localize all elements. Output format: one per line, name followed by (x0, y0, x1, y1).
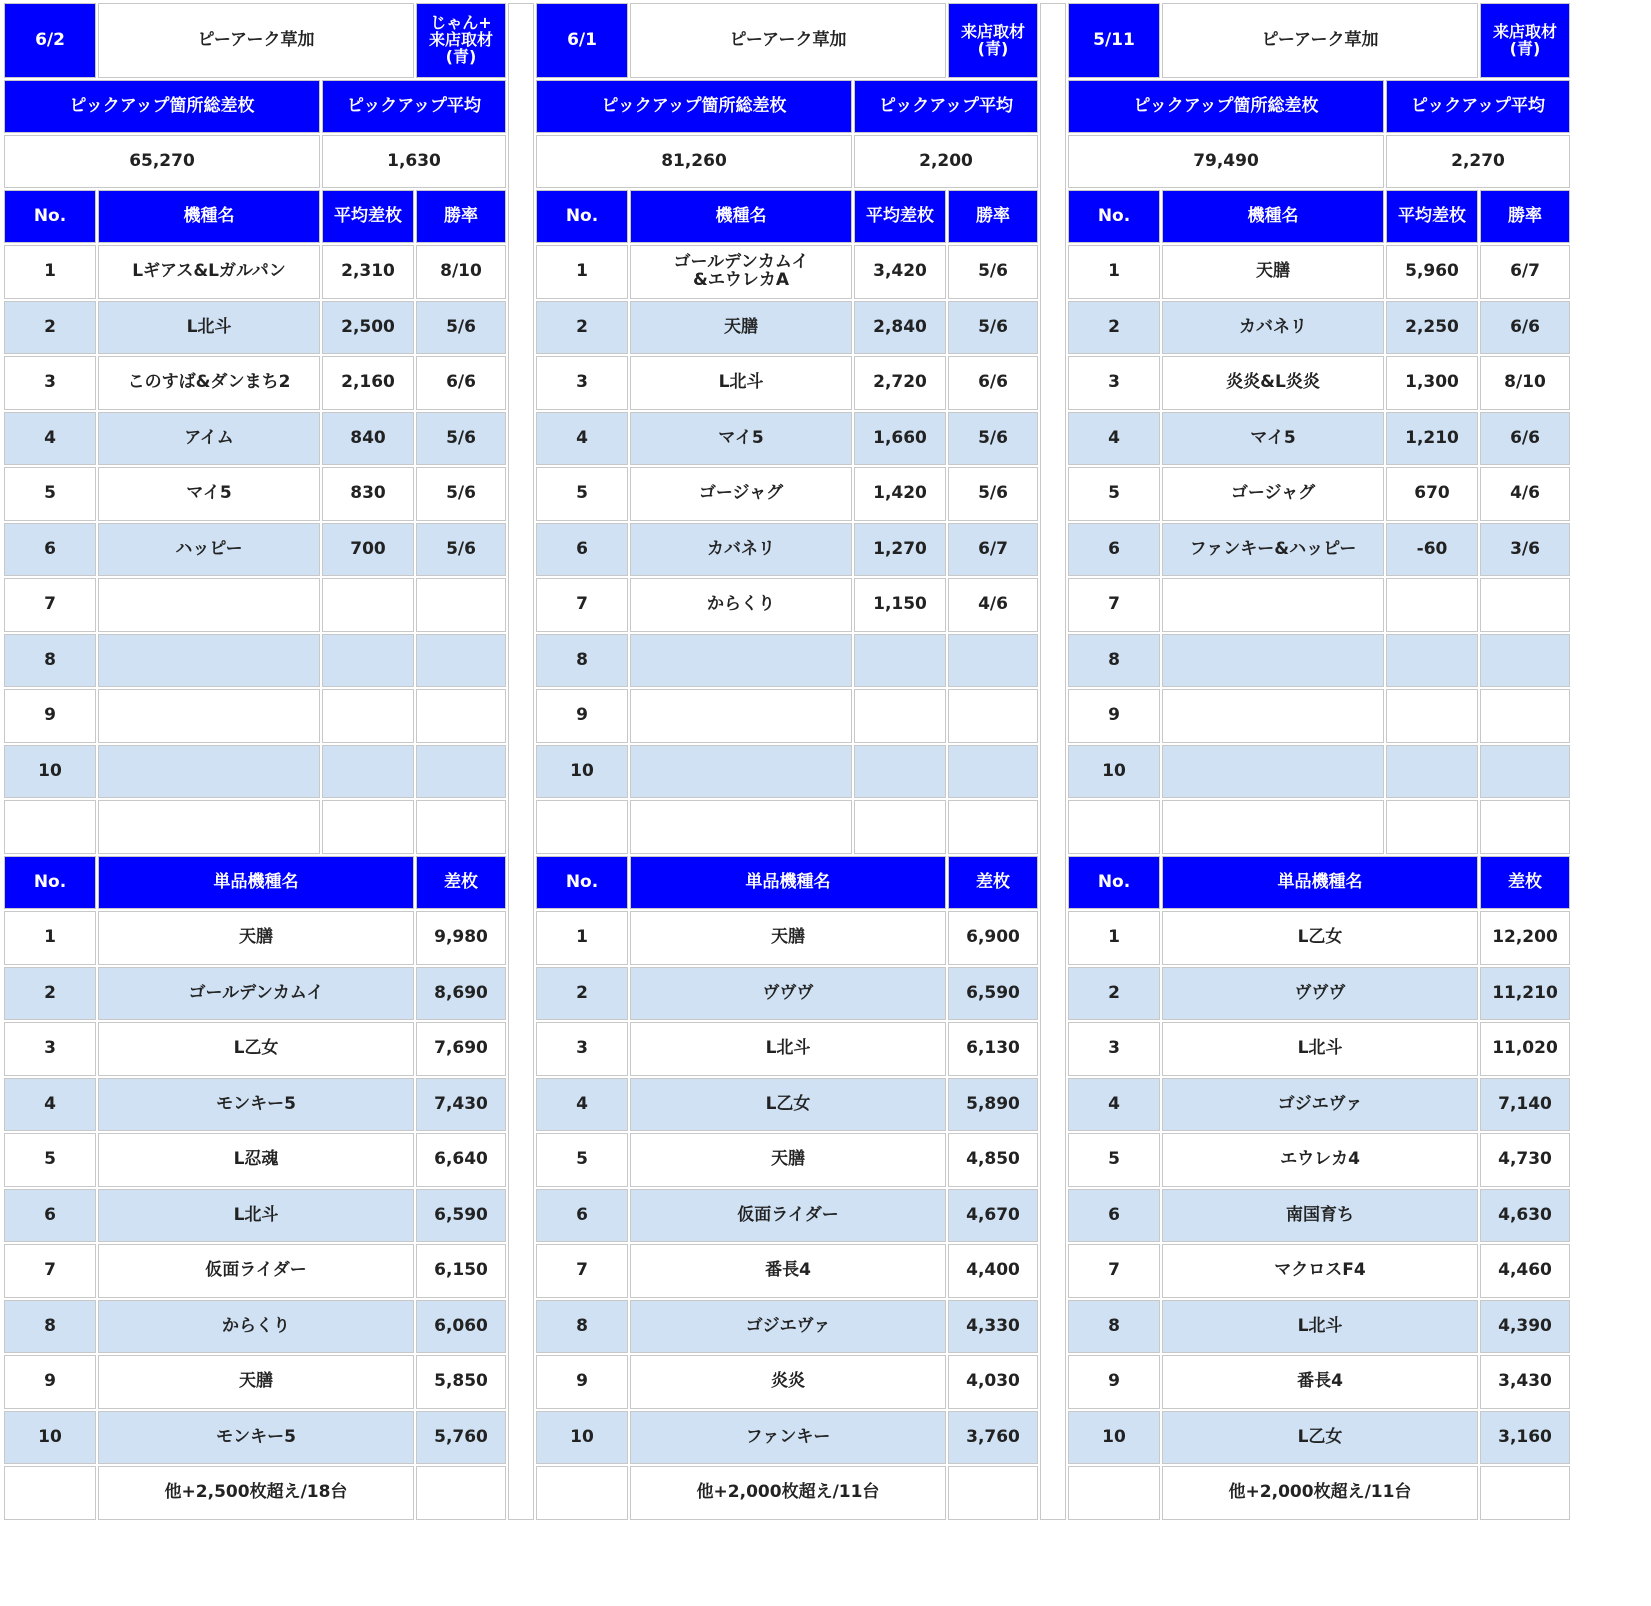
summary-total-label: ピックアップ箇所総差枚 (1068, 80, 1384, 133)
pick-row-machine: このすば&ダンまち2 (98, 356, 320, 410)
single-row-no: 1 (4, 911, 96, 965)
pick-row-no: 8 (1068, 634, 1160, 687)
summary-average-value: 1,630 (322, 135, 506, 188)
single-header: 差枚 (1480, 856, 1570, 909)
pick-row-winrate (1480, 634, 1570, 687)
single-row-machine: 仮面ライダー (98, 1244, 414, 1298)
single-row-machine: 天膳 (630, 911, 946, 965)
pick-header: 機種名 (630, 190, 852, 243)
spacer-cell (1068, 800, 1160, 854)
footer-cell (1068, 1466, 1160, 1520)
pick-row-average (322, 689, 414, 743)
store-name: ピーアーク草加 (630, 3, 946, 78)
pick-row-machine: Lギアス&Lガルパン (98, 245, 320, 299)
pick-row-average (1386, 578, 1478, 632)
pick-row-winrate: 8/10 (416, 245, 506, 299)
single-row-diff: 4,850 (948, 1133, 1038, 1187)
single-row-diff: 6,060 (416, 1300, 506, 1353)
single-row-diff: 7,430 (416, 1078, 506, 1131)
single-row-machine: L北斗 (630, 1022, 946, 1076)
pick-row-no: 10 (4, 745, 96, 798)
pick-row-winrate: 6/6 (948, 356, 1038, 410)
pick-header: No. (536, 190, 628, 243)
pick-row-winrate: 6/6 (1480, 301, 1570, 354)
spacer-cell (1386, 800, 1478, 854)
pick-row-winrate (948, 634, 1038, 687)
pick-row-winrate: 6/6 (416, 356, 506, 410)
pick-row-machine: マイ5 (1162, 412, 1384, 465)
pick-row-machine: ゴージャグ (1162, 467, 1384, 521)
single-row-diff: 4,460 (1480, 1244, 1570, 1298)
pick-row-winrate (416, 745, 506, 798)
spacer-cell (98, 800, 320, 854)
pick-row-machine: ハッピー (98, 523, 320, 576)
single-row-no: 10 (4, 1411, 96, 1464)
single-row-machine: 天膳 (98, 911, 414, 965)
single-row-no: 3 (536, 1022, 628, 1076)
pick-row-winrate (1480, 745, 1570, 798)
pick-row-winrate: 5/6 (416, 301, 506, 354)
pick-row-no: 6 (536, 523, 628, 576)
single-row-diff: 9,980 (416, 911, 506, 965)
single-row-no: 6 (1068, 1189, 1160, 1242)
pick-header: No. (4, 190, 96, 243)
pick-row-average (1386, 745, 1478, 798)
pick-row-winrate (1480, 578, 1570, 632)
pick-row-machine: 炎炎&L炎炎 (1162, 356, 1384, 410)
single-row-diff: 5,850 (416, 1355, 506, 1409)
single-row-no: 10 (536, 1411, 628, 1464)
pick-row-winrate (416, 634, 506, 687)
pick-row-no: 1 (1068, 245, 1160, 299)
pick-row-average: 2,500 (322, 301, 414, 354)
pick-row-winrate (416, 578, 506, 632)
single-row-machine: 天膳 (98, 1355, 414, 1409)
pick-row-average (854, 634, 946, 687)
pick-row-average: 2,720 (854, 356, 946, 410)
pick-row-winrate: 6/6 (1480, 412, 1570, 465)
single-row-diff: 7,690 (416, 1022, 506, 1076)
pick-row-no: 9 (1068, 689, 1160, 743)
single-row-machine: ゴジエヴァ (630, 1300, 946, 1353)
footer-cell (948, 1466, 1038, 1520)
single-row-no: 8 (1068, 1300, 1160, 1353)
pick-row-average: 2,250 (1386, 301, 1478, 354)
spacer-cell (416, 800, 506, 854)
summary-average-value: 2,200 (854, 135, 1038, 188)
single-row-no: 4 (536, 1078, 628, 1131)
pick-row-winrate (1480, 689, 1570, 743)
pick-row-average (322, 578, 414, 632)
single-row-no: 3 (1068, 1022, 1160, 1076)
pick-row-no: 8 (4, 634, 96, 687)
pick-row-winrate: 5/6 (948, 245, 1038, 299)
event-badge: じゃん+ 来店取材 (青) (416, 3, 506, 78)
single-row-diff: 6,640 (416, 1133, 506, 1187)
pick-header: 勝率 (416, 190, 506, 243)
pick-header: 勝率 (948, 190, 1038, 243)
pick-row-machine: L北斗 (98, 301, 320, 354)
footer-cell (4, 1466, 96, 1520)
pick-header: 機種名 (1162, 190, 1384, 243)
single-row-no: 10 (1068, 1411, 1160, 1464)
pick-row-machine: マイ5 (98, 467, 320, 521)
single-row-no: 7 (1068, 1244, 1160, 1298)
single-row-machine: L北斗 (1162, 1022, 1478, 1076)
panel-date: 6/1 (536, 3, 628, 78)
event-badge: 来店取材 (青) (1480, 3, 1570, 78)
single-row-no: 5 (536, 1133, 628, 1187)
pick-row-average: 3,420 (854, 245, 946, 299)
pick-row-no: 1 (4, 245, 96, 299)
pick-row-no: 5 (1068, 467, 1160, 521)
pick-row-no: 8 (536, 634, 628, 687)
pick-row-average: 1,660 (854, 412, 946, 465)
single-row-machine: ゴジエヴァ (1162, 1078, 1478, 1131)
pick-row-no: 10 (536, 745, 628, 798)
pick-row-average (1386, 689, 1478, 743)
single-row-diff: 4,030 (948, 1355, 1038, 1409)
single-row-machine: L乙女 (1162, 1411, 1478, 1464)
single-row-machine: ヴヴヴ (1162, 967, 1478, 1020)
panel-date: 6/2 (4, 3, 96, 78)
store-name: ピーアーク草加 (98, 3, 414, 78)
summary-total-value: 79,490 (1068, 135, 1384, 188)
pick-header: 勝率 (1480, 190, 1570, 243)
panel-date: 5/11 (1068, 3, 1160, 78)
pick-row-average: 830 (322, 467, 414, 521)
pick-row-winrate: 6/7 (1480, 245, 1570, 299)
summary-average-label: ピックアップ平均 (1386, 80, 1570, 133)
pick-row-average: 1,210 (1386, 412, 1478, 465)
pick-row-machine: カバネリ (1162, 301, 1384, 354)
pick-row-machine: からくり (630, 578, 852, 632)
single-row-diff: 4,670 (948, 1189, 1038, 1242)
pick-row-winrate (416, 689, 506, 743)
single-row-no: 9 (1068, 1355, 1160, 1409)
pick-row-average: 1,270 (854, 523, 946, 576)
single-row-diff: 6,590 (416, 1189, 506, 1242)
footer-cell (1480, 1466, 1570, 1520)
pick-row-no: 9 (536, 689, 628, 743)
pick-row-machine (630, 689, 852, 743)
pick-row-no: 2 (4, 301, 96, 354)
single-row-no: 6 (4, 1189, 96, 1242)
pick-row-no: 7 (536, 578, 628, 632)
pick-row-machine (1162, 745, 1384, 798)
pick-row-no: 4 (536, 412, 628, 465)
single-header: 単品機種名 (630, 856, 946, 909)
pick-row-no: 1 (536, 245, 628, 299)
pick-row-average: 1,420 (854, 467, 946, 521)
pick-header: 平均差枚 (854, 190, 946, 243)
pick-row-no: 2 (1068, 301, 1160, 354)
pick-row-machine (98, 745, 320, 798)
single-row-diff: 6,130 (948, 1022, 1038, 1076)
single-row-no: 3 (4, 1022, 96, 1076)
single-row-diff: 5,890 (948, 1078, 1038, 1131)
pick-row-winrate (948, 689, 1038, 743)
single-row-machine: 仮面ライダー (630, 1189, 946, 1242)
single-row-no: 8 (536, 1300, 628, 1353)
summary-total-label: ピックアップ箇所総差枚 (536, 80, 852, 133)
single-row-diff: 4,330 (948, 1300, 1038, 1353)
pick-row-no: 3 (1068, 356, 1160, 410)
pick-row-no: 2 (536, 301, 628, 354)
single-row-no: 7 (536, 1244, 628, 1298)
single-row-no: 4 (4, 1078, 96, 1131)
footer-note: 他+2,000枚超え/11台 (1162, 1466, 1478, 1520)
pick-row-average: 5,960 (1386, 245, 1478, 299)
single-row-no: 5 (1068, 1133, 1160, 1187)
single-row-machine: 南国育ち (1162, 1189, 1478, 1242)
pick-row-winrate: 3/6 (1480, 523, 1570, 576)
pick-row-winrate: 8/10 (1480, 356, 1570, 410)
single-row-machine: L乙女 (98, 1022, 414, 1076)
single-row-machine: 天膳 (630, 1133, 946, 1187)
summary-average-label: ピックアップ平均 (322, 80, 506, 133)
summary-average-value: 2,270 (1386, 135, 1570, 188)
spacer-cell (854, 800, 946, 854)
single-row-no: 6 (536, 1189, 628, 1242)
pick-row-winrate: 4/6 (1480, 467, 1570, 521)
pick-row-average: 2,160 (322, 356, 414, 410)
pick-row-machine (98, 634, 320, 687)
single-row-machine: エウレカ4 (1162, 1133, 1478, 1187)
pick-row-machine: L北斗 (630, 356, 852, 410)
single-row-diff: 8,690 (416, 967, 506, 1020)
single-row-no: 2 (536, 967, 628, 1020)
pick-row-no: 5 (4, 467, 96, 521)
single-row-diff: 3,160 (1480, 1411, 1570, 1464)
pick-row-average (854, 689, 946, 743)
single-row-diff: 4,400 (948, 1244, 1038, 1298)
single-row-diff: 4,390 (1480, 1300, 1570, 1353)
single-header: No. (1068, 856, 1160, 909)
pick-row-no: 6 (4, 523, 96, 576)
store-name: ピーアーク草加 (1162, 3, 1478, 78)
pick-row-average: 670 (1386, 467, 1478, 521)
spacer-cell (536, 800, 628, 854)
pick-header: No. (1068, 190, 1160, 243)
panel-separator (1040, 3, 1066, 1520)
summary-total-label: ピックアップ箇所総差枚 (4, 80, 320, 133)
single-row-no: 9 (536, 1355, 628, 1409)
single-row-machine: からくり (98, 1300, 414, 1353)
single-header: 単品機種名 (98, 856, 414, 909)
pick-row-machine: アイム (98, 412, 320, 465)
single-row-diff: 6,150 (416, 1244, 506, 1298)
spacer-cell (322, 800, 414, 854)
single-row-diff: 12,200 (1480, 911, 1570, 965)
pick-row-winrate: 5/6 (416, 467, 506, 521)
pick-row-winrate: 5/6 (948, 301, 1038, 354)
single-header: 差枚 (948, 856, 1038, 909)
pick-row-no: 4 (4, 412, 96, 465)
single-row-machine: ファンキー (630, 1411, 946, 1464)
single-row-no: 8 (4, 1300, 96, 1353)
single-row-no: 1 (1068, 911, 1160, 965)
pick-row-machine (1162, 578, 1384, 632)
pick-row-no: 3 (536, 356, 628, 410)
footer-cell (536, 1466, 628, 1520)
pick-header: 平均差枚 (1386, 190, 1478, 243)
pick-row-machine (630, 634, 852, 687)
pick-row-average: 1,300 (1386, 356, 1478, 410)
pick-row-no: 6 (1068, 523, 1160, 576)
pick-row-average: 2,310 (322, 245, 414, 299)
single-row-machine: L忍魂 (98, 1133, 414, 1187)
pick-row-machine (630, 745, 852, 798)
pick-row-winrate: 4/6 (948, 578, 1038, 632)
pick-row-average: -60 (1386, 523, 1478, 576)
pick-row-no: 4 (1068, 412, 1160, 465)
pick-row-machine (1162, 634, 1384, 687)
pick-row-no: 7 (1068, 578, 1160, 632)
event-badge: 来店取材 (青) (948, 3, 1038, 78)
single-row-machine: マクロスF4 (1162, 1244, 1478, 1298)
pick-row-machine: カバネリ (630, 523, 852, 576)
single-row-machine: 番長4 (1162, 1355, 1478, 1409)
pick-row-machine: 天膳 (630, 301, 852, 354)
single-header: No. (536, 856, 628, 909)
single-header: 単品機種名 (1162, 856, 1478, 909)
pick-row-machine: ファンキー&ハッピー (1162, 523, 1384, 576)
single-row-machine: L北斗 (98, 1189, 414, 1242)
pick-row-average (854, 745, 946, 798)
pick-row-winrate: 6/7 (948, 523, 1038, 576)
single-row-machine: ヴヴヴ (630, 967, 946, 1020)
pick-row-machine: 天膳 (1162, 245, 1384, 299)
pick-row-average (322, 745, 414, 798)
spacer-cell (1480, 800, 1570, 854)
pick-row-average: 700 (322, 523, 414, 576)
pick-row-no: 9 (4, 689, 96, 743)
pick-row-no: 7 (4, 578, 96, 632)
single-row-diff: 7,140 (1480, 1078, 1570, 1131)
footer-note: 他+2,000枚超え/11台 (630, 1466, 946, 1520)
pick-row-winrate: 5/6 (948, 467, 1038, 521)
single-row-no: 2 (4, 967, 96, 1020)
spacer-cell (4, 800, 96, 854)
single-row-diff: 3,760 (948, 1411, 1038, 1464)
single-header: No. (4, 856, 96, 909)
pick-row-machine (1162, 689, 1384, 743)
pick-row-average: 1,150 (854, 578, 946, 632)
pick-row-machine (98, 578, 320, 632)
summary-average-label: ピックアップ平均 (854, 80, 1038, 133)
footer-cell (416, 1466, 506, 1520)
single-row-diff: 6,900 (948, 911, 1038, 965)
pick-row-winrate (948, 745, 1038, 798)
summary-total-value: 65,270 (4, 135, 320, 188)
single-row-no: 7 (4, 1244, 96, 1298)
single-row-diff: 11,210 (1480, 967, 1570, 1020)
single-row-machine: L北斗 (1162, 1300, 1478, 1353)
pick-row-no: 10 (1068, 745, 1160, 798)
pick-header: 機種名 (98, 190, 320, 243)
pick-row-average (1386, 634, 1478, 687)
single-row-diff: 11,020 (1480, 1022, 1570, 1076)
spacer-cell (630, 800, 852, 854)
single-row-no: 9 (4, 1355, 96, 1409)
pick-row-no: 5 (536, 467, 628, 521)
single-row-no: 4 (1068, 1078, 1160, 1131)
pick-row-no: 3 (4, 356, 96, 410)
pick-row-winrate: 5/6 (948, 412, 1038, 465)
single-row-diff: 4,730 (1480, 1133, 1570, 1187)
single-row-machine: モンキー5 (98, 1078, 414, 1131)
pick-row-machine: ゴージャグ (630, 467, 852, 521)
pick-row-average: 840 (322, 412, 414, 465)
single-row-diff: 6,590 (948, 967, 1038, 1020)
single-row-machine: L乙女 (630, 1078, 946, 1131)
single-row-no: 2 (1068, 967, 1160, 1020)
single-row-no: 5 (4, 1133, 96, 1187)
pick-row-machine: ゴールデンカムイ &エウレカA (630, 245, 852, 299)
pick-row-average: 2,840 (854, 301, 946, 354)
single-row-machine: 番長4 (630, 1244, 946, 1298)
single-row-machine: 炎炎 (630, 1355, 946, 1409)
footer-note: 他+2,500枚超え/18台 (98, 1466, 414, 1520)
pick-header: 平均差枚 (322, 190, 414, 243)
panel-separator (508, 3, 534, 1520)
single-header: 差枚 (416, 856, 506, 909)
single-row-diff: 3,430 (1480, 1355, 1570, 1409)
single-row-machine: モンキー5 (98, 1411, 414, 1464)
single-row-machine: ゴールデンカムイ (98, 967, 414, 1020)
summary-total-value: 81,260 (536, 135, 852, 188)
single-row-diff: 4,630 (1480, 1189, 1570, 1242)
single-row-machine: L乙女 (1162, 911, 1478, 965)
spacer-cell (1162, 800, 1384, 854)
single-row-diff: 5,760 (416, 1411, 506, 1464)
pick-row-winrate: 5/6 (416, 412, 506, 465)
pick-row-machine (98, 689, 320, 743)
pick-row-average (322, 634, 414, 687)
spacer-cell (948, 800, 1038, 854)
pick-row-machine: マイ5 (630, 412, 852, 465)
pick-row-winrate: 5/6 (416, 523, 506, 576)
single-row-no: 1 (536, 911, 628, 965)
